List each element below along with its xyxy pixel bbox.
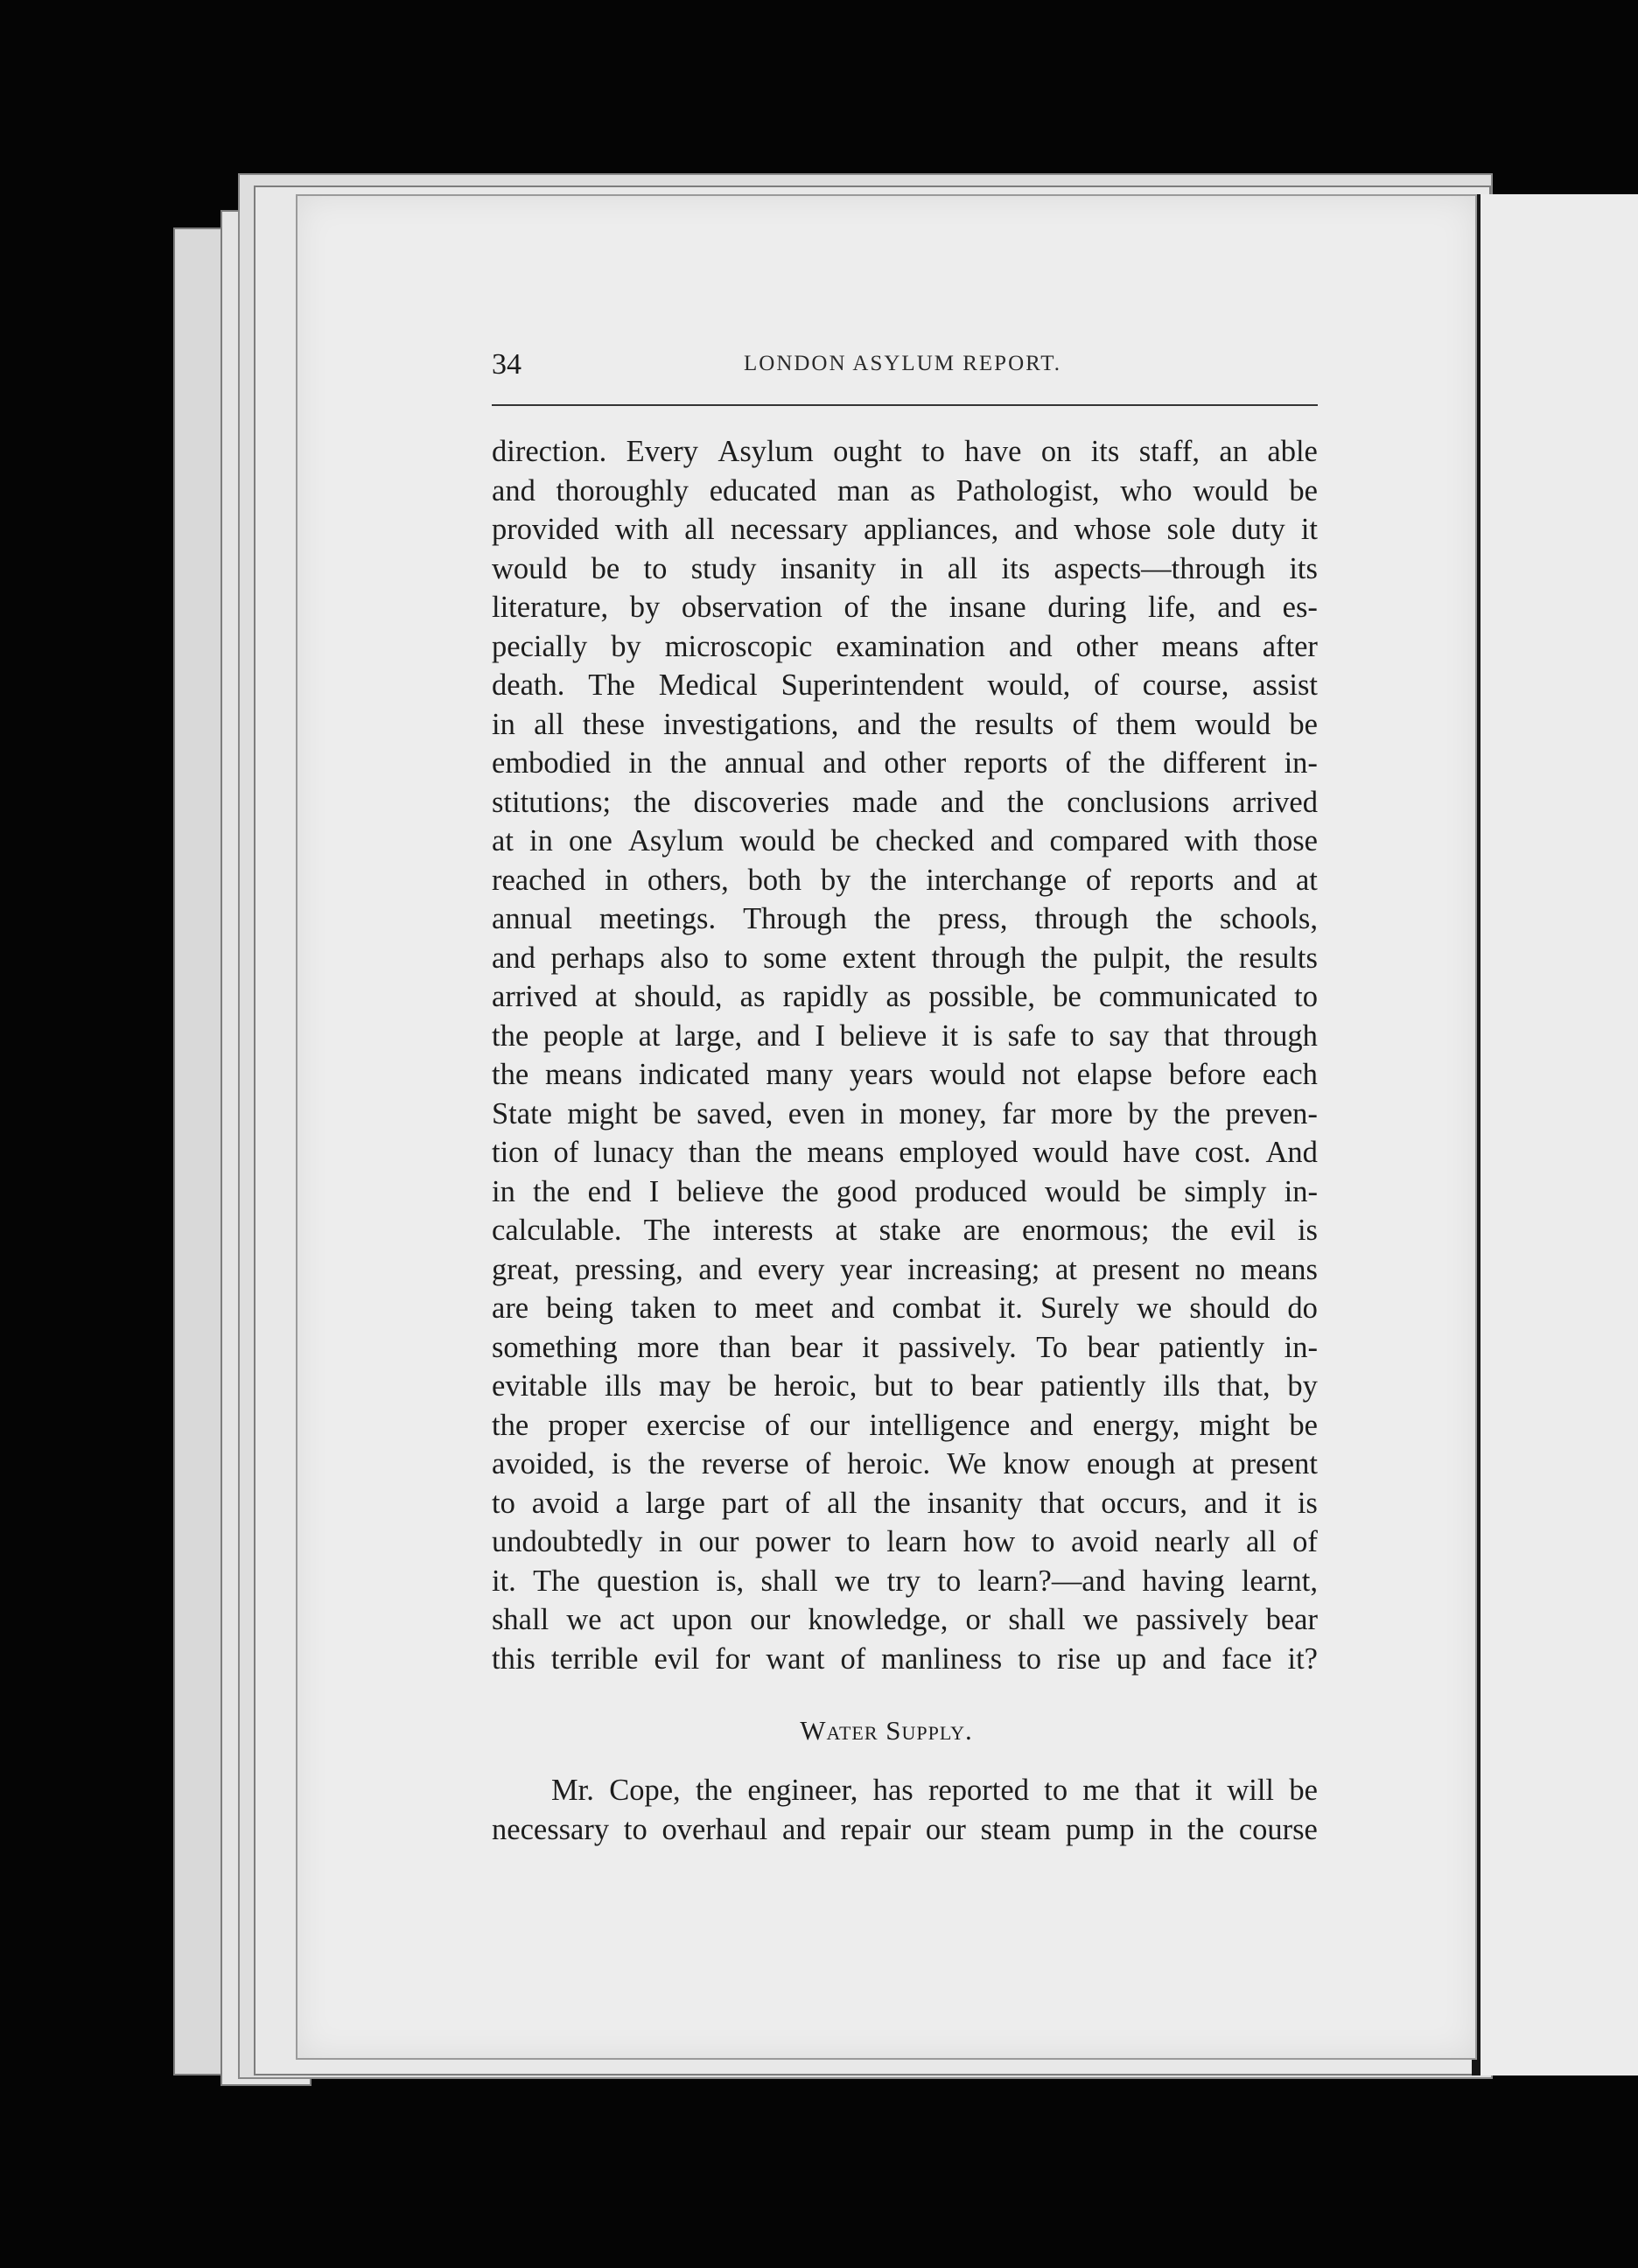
body-paragraph (492, 1771, 1318, 1849)
text-line: annual meetings. Through the press, through the schools, (492, 902, 1318, 935)
text-line: direction. Every Asylum ought to have on its staff, an able (492, 435, 1318, 468)
text-line: pecially by microscopic examination and other means after (492, 629, 1318, 663)
facing-page-edge (1472, 194, 1638, 2076)
text-line: provided with all necessary appliances, and whose sole duty it (492, 513, 1318, 546)
body-paragraph (492, 432, 1318, 1678)
text-line: stitutions; the discoveries made and the conclusions arrived (492, 785, 1318, 819)
text-line: literature, by observation of the insane during life, and es- (492, 591, 1318, 624)
text-line: Mr. Cope, the engineer, has reported to me that it will be (551, 1774, 1318, 1807)
section-heading: Water Supply. (800, 1715, 973, 1746)
book-page (296, 194, 1477, 2060)
text-line: arrived at should, as rapidly as possible, be communicated to (492, 980, 1318, 1013)
text-line: great, pressing, and every year increasing; at present no means (492, 1252, 1318, 1286)
text-line: State might be saved, even in money, far more by the preven- (492, 1096, 1318, 1130)
text-line: the proper exercise of our intelligence and energy, might be (492, 1408, 1318, 1442)
text-line: in all these investigations, and the results of them would be (492, 707, 1318, 741)
text-line: the means indicated many years would not elapse before each (492, 1058, 1318, 1091)
text-line: death. The Medical Superintendent would, of course, assist (492, 668, 1318, 702)
text-line: tion of lunacy than the means employed would have cost. And (492, 1136, 1318, 1169)
header-rule (492, 404, 1318, 406)
running-title: LONDON ASYLUM REPORT. (744, 352, 1061, 375)
text-line: undoubtedly in our power to learn how to avoid nearly all of (492, 1525, 1318, 1558)
page-number: 34 (492, 348, 522, 381)
text-line: to avoid a large part of all the insanity that occurs, and it is (492, 1486, 1318, 1520)
text-line: are being taken to meet and combat it. Surely we should do (492, 1292, 1318, 1325)
text-line: and thoroughly educated man as Pathologist, who would be (492, 473, 1318, 508)
text-line: embodied in the annual and other reports of the different in- (492, 746, 1318, 780)
text-line: shall we act upon our knowledge, or shall we passively bear (492, 1603, 1318, 1636)
text-line: the people at large, and I believe it is safe to say that through (492, 1018, 1318, 1053)
text-line: calculable. The interests at stake are enormous; the evil is (492, 1214, 1318, 1247)
text-line: would be to study insanity in all its aspects—through its (492, 551, 1318, 585)
text-line: necessary to overhaul and repair our steam pump in the course (492, 1812, 1318, 1846)
text-line: and perhaps also to some extent through the pulpit, the results (492, 941, 1318, 975)
text-line: reached in others, both by the interchange of reports and at (492, 863, 1318, 897)
text-line: something more than bear it passively. To bear patiently in- (492, 1330, 1318, 1364)
text-line: at in one Asylum would be checked and compared with those (492, 824, 1318, 858)
text-line: it. The question is, shall we try to learn?—and having learnt, (492, 1564, 1318, 1598)
page-header (298, 343, 1475, 396)
text-line: evitable ills may be heroic, but to bear patiently ills that, by (492, 1369, 1318, 1403)
text-line: avoided, is the reverse of heroic. We know enough at present (492, 1447, 1318, 1480)
text-line: this terrible evil for want of manliness to rise up and face it? (492, 1642, 1318, 1676)
text-line: in the end I believe the good produced would be simply in- (492, 1174, 1318, 1208)
